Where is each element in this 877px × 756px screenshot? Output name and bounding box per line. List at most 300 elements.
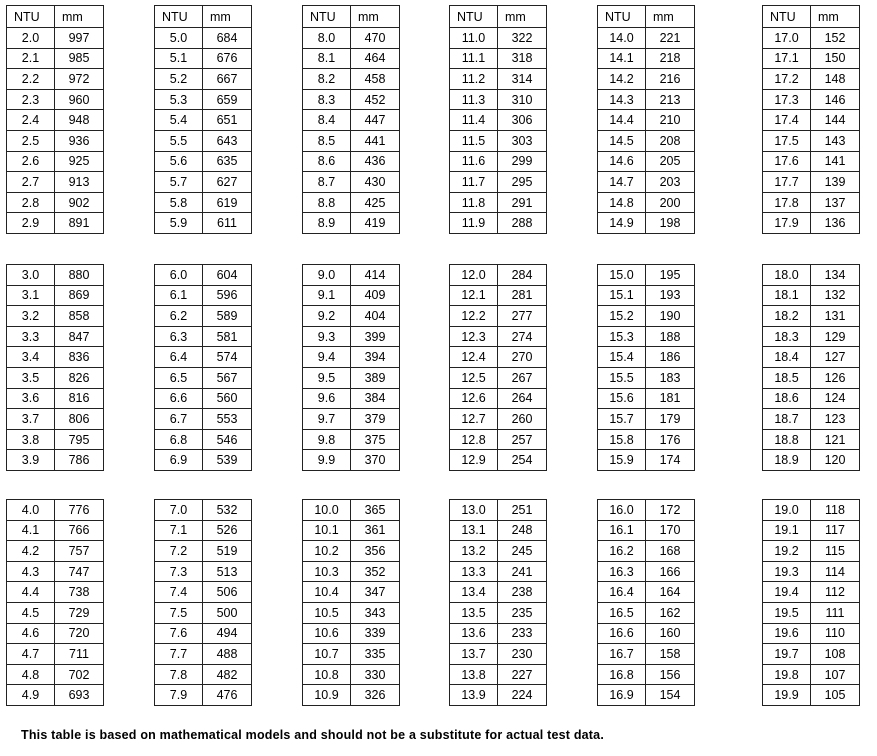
- ntu-table-col2-group3: [154, 499, 252, 706]
- mm-value: 186: [646, 347, 695, 368]
- mm-value: 902: [55, 192, 104, 213]
- table-row: [598, 213, 695, 234]
- mm-value: 110: [811, 623, 860, 644]
- ntu-value: 15.8: [598, 429, 646, 450]
- mm-value: 281: [498, 285, 547, 306]
- mm-value: 117: [811, 520, 860, 541]
- ntu-value: 11.3: [450, 89, 498, 110]
- mm-value: 170: [646, 520, 695, 541]
- mm-value: 264: [498, 388, 547, 409]
- mm-value: 441: [351, 130, 400, 151]
- table-row: [303, 520, 400, 541]
- ntu-value: 11.9: [450, 213, 498, 234]
- ntu-value: 5.2: [155, 69, 203, 90]
- ntu-value: 14.9: [598, 213, 646, 234]
- table-row: [7, 429, 104, 450]
- mm-value: 651: [203, 110, 252, 131]
- mm-value: 526: [203, 520, 252, 541]
- ntu-value: 17.3: [763, 89, 811, 110]
- table-row: [763, 89, 860, 110]
- ntu-value: 2.2: [7, 69, 55, 90]
- table-row: [155, 602, 252, 623]
- table-row: [155, 429, 252, 450]
- mm-value: 227: [498, 664, 547, 685]
- mm-value: 604: [203, 265, 252, 286]
- table-row: [303, 110, 400, 131]
- mm-value: 352: [351, 561, 400, 582]
- ntu-value: 9.3: [303, 326, 351, 347]
- mm-value: 409: [351, 285, 400, 306]
- table-row: [303, 367, 400, 388]
- mm-value: 160: [646, 623, 695, 644]
- mm-value: 233: [498, 623, 547, 644]
- ntu-value: 6.7: [155, 409, 203, 430]
- table-row: [155, 265, 252, 286]
- mm-header: mm: [55, 6, 104, 28]
- table-row: [450, 192, 547, 213]
- ntu-value: 18.2: [763, 306, 811, 327]
- table-row: [763, 388, 860, 409]
- mm-value: 414: [351, 265, 400, 286]
- ntu-value: 12.8: [450, 429, 498, 450]
- ntu-value: 9.1: [303, 285, 351, 306]
- ntu-value: 15.0: [598, 265, 646, 286]
- table-row: [598, 388, 695, 409]
- mm-value: 111: [811, 602, 860, 623]
- ntu-value: 17.8: [763, 192, 811, 213]
- mm-value: 181: [646, 388, 695, 409]
- mm-value: 738: [55, 582, 104, 603]
- table-row: [155, 541, 252, 562]
- table-row: [155, 89, 252, 110]
- table-row: [763, 623, 860, 644]
- table-row: [763, 541, 860, 562]
- table-row: [450, 685, 547, 706]
- table-row: [7, 192, 104, 213]
- mm-value: 816: [55, 388, 104, 409]
- ntu-value: 8.3: [303, 89, 351, 110]
- ntu-value: 17.1: [763, 48, 811, 69]
- ntu-value: 6.0: [155, 265, 203, 286]
- mm-header: mm: [351, 6, 400, 28]
- table-row: [598, 561, 695, 582]
- mm-value: 847: [55, 326, 104, 347]
- table-row: [7, 110, 104, 131]
- ntu-value: 10.3: [303, 561, 351, 582]
- table-row: [598, 28, 695, 49]
- table-row: [450, 582, 547, 603]
- mm-value: 203: [646, 172, 695, 193]
- mm-value: 260: [498, 409, 547, 430]
- ntu-value: 13.8: [450, 664, 498, 685]
- table-row: [7, 685, 104, 706]
- mm-value: 836: [55, 347, 104, 368]
- mm-value: 589: [203, 306, 252, 327]
- mm-value: 134: [811, 265, 860, 286]
- table-row: [155, 520, 252, 541]
- mm-value: 627: [203, 172, 252, 193]
- table-row: [303, 285, 400, 306]
- mm-value: 532: [203, 500, 252, 521]
- mm-value: 230: [498, 644, 547, 665]
- table-row: [598, 450, 695, 471]
- table-row: [303, 685, 400, 706]
- mm-value: 148: [811, 69, 860, 90]
- mm-value: 389: [351, 367, 400, 388]
- ntu-table-col5-group2: [597, 264, 695, 471]
- ntu-value: 3.0: [7, 265, 55, 286]
- ntu-value: 6.8: [155, 429, 203, 450]
- ntu-value: 6.9: [155, 450, 203, 471]
- table-row: [155, 664, 252, 685]
- ntu-value: 13.4: [450, 582, 498, 603]
- mm-value: 399: [351, 326, 400, 347]
- table-row: [7, 450, 104, 471]
- table-row: [763, 367, 860, 388]
- table-row: [7, 213, 104, 234]
- mm-value: 114: [811, 561, 860, 582]
- mm-value: 596: [203, 285, 252, 306]
- table-row: [598, 172, 695, 193]
- ntu-value: 19.9: [763, 685, 811, 706]
- table-row: [598, 582, 695, 603]
- table-row: [763, 213, 860, 234]
- table-row: [303, 265, 400, 286]
- mm-value: 404: [351, 306, 400, 327]
- table-row: [450, 89, 547, 110]
- table-row: [7, 89, 104, 110]
- ntu-value: 4.7: [7, 644, 55, 665]
- mm-value: 120: [811, 450, 860, 471]
- ntu-value: 18.8: [763, 429, 811, 450]
- ntu-value: 7.9: [155, 685, 203, 706]
- table-row: [7, 561, 104, 582]
- table-row: [763, 561, 860, 582]
- table-row: [763, 582, 860, 603]
- table-row: [598, 285, 695, 306]
- table-row: [7, 306, 104, 327]
- ntu-value: 18.6: [763, 388, 811, 409]
- mm-value: 795: [55, 429, 104, 450]
- mm-value: 115: [811, 541, 860, 562]
- table-row: [763, 28, 860, 49]
- ntu-value: 8.7: [303, 172, 351, 193]
- ntu-header: NTU: [155, 6, 203, 28]
- ntu-value: 2.0: [7, 28, 55, 49]
- mm-value: 869: [55, 285, 104, 306]
- ntu-value: 14.3: [598, 89, 646, 110]
- table-row: [450, 69, 547, 90]
- mm-value: 539: [203, 450, 252, 471]
- ntu-table-col3-group3: [302, 499, 400, 706]
- ntu-value: 13.3: [450, 561, 498, 582]
- mm-value: 343: [351, 602, 400, 623]
- ntu-value: 6.3: [155, 326, 203, 347]
- mm-value: 506: [203, 582, 252, 603]
- ntu-value: 18.3: [763, 326, 811, 347]
- table-row: [303, 388, 400, 409]
- ntu-value: 15.6: [598, 388, 646, 409]
- mm-header: mm: [498, 6, 547, 28]
- ntu-value: 9.8: [303, 429, 351, 450]
- ntu-value: 16.6: [598, 623, 646, 644]
- ntu-value: 15.9: [598, 450, 646, 471]
- mm-value: 137: [811, 192, 860, 213]
- table-row: [598, 306, 695, 327]
- mm-value: 684: [203, 28, 252, 49]
- mm-value: 176: [646, 429, 695, 450]
- mm-value: 826: [55, 367, 104, 388]
- ntu-value: 3.4: [7, 347, 55, 368]
- ntu-header: NTU: [450, 6, 498, 28]
- mm-value: 213: [646, 89, 695, 110]
- table-row: [7, 520, 104, 541]
- ntu-table-col5-group3: [597, 499, 695, 706]
- table-row: [303, 28, 400, 49]
- mm-value: 702: [55, 664, 104, 685]
- mm-value: 913: [55, 172, 104, 193]
- mm-value: 960: [55, 89, 104, 110]
- ntu-value: 14.8: [598, 192, 646, 213]
- ntu-value: 17.2: [763, 69, 811, 90]
- mm-value: 619: [203, 192, 252, 213]
- ntu-value: 17.7: [763, 172, 811, 193]
- ntu-value: 16.9: [598, 685, 646, 706]
- table-row: [155, 644, 252, 665]
- table-row: [598, 151, 695, 172]
- table-row: [155, 685, 252, 706]
- mm-value: 274: [498, 326, 547, 347]
- ntu-value: 13.2: [450, 541, 498, 562]
- ntu-value: 4.0: [7, 500, 55, 521]
- mm-value: 168: [646, 541, 695, 562]
- table-row: [303, 602, 400, 623]
- mm-value: 132: [811, 285, 860, 306]
- mm-value: 310: [498, 89, 547, 110]
- table-row: [303, 644, 400, 665]
- table-row: [598, 367, 695, 388]
- mm-value: 205: [646, 151, 695, 172]
- table-row: [7, 326, 104, 347]
- mm-value: 729: [55, 602, 104, 623]
- ntu-value: 17.4: [763, 110, 811, 131]
- table-row: [450, 285, 547, 306]
- mm-value: 299: [498, 151, 547, 172]
- ntu-value: 17.6: [763, 151, 811, 172]
- table-row: [303, 347, 400, 368]
- header-row: [303, 6, 400, 28]
- mm-value: 235: [498, 602, 547, 623]
- table-row: [7, 644, 104, 665]
- ntu-value: 7.2: [155, 541, 203, 562]
- table-row: [7, 285, 104, 306]
- table-row: [450, 450, 547, 471]
- mm-value: 141: [811, 151, 860, 172]
- table-row: [598, 623, 695, 644]
- table-row: [763, 326, 860, 347]
- mm-value: 144: [811, 110, 860, 131]
- ntu-value: 5.1: [155, 48, 203, 69]
- ntu-value: 16.2: [598, 541, 646, 562]
- table-row: [155, 582, 252, 603]
- ntu-value: 7.8: [155, 664, 203, 685]
- ntu-value: 18.0: [763, 265, 811, 286]
- mm-value: 179: [646, 409, 695, 430]
- ntu-value: 19.5: [763, 602, 811, 623]
- ntu-value: 12.9: [450, 450, 498, 471]
- header-row: [7, 6, 104, 28]
- ntu-value: 5.4: [155, 110, 203, 131]
- ntu-value: 7.4: [155, 582, 203, 603]
- table-row: [450, 306, 547, 327]
- table-row: [450, 172, 547, 193]
- mm-value: 676: [203, 48, 252, 69]
- mm-value: 291: [498, 192, 547, 213]
- ntu-value: 9.0: [303, 265, 351, 286]
- ntu-value: 7.3: [155, 561, 203, 582]
- ntu-value: 12.4: [450, 347, 498, 368]
- ntu-value: 15.2: [598, 306, 646, 327]
- mm-value: 560: [203, 388, 252, 409]
- ntu-value: 14.4: [598, 110, 646, 131]
- ntu-value: 6.5: [155, 367, 203, 388]
- ntu-value: 9.4: [303, 347, 351, 368]
- mm-value: 156: [646, 664, 695, 685]
- table-row: [598, 664, 695, 685]
- ntu-value: 2.1: [7, 48, 55, 69]
- table-row: [303, 69, 400, 90]
- table-row: [303, 582, 400, 603]
- ntu-value: 15.1: [598, 285, 646, 306]
- ntu-value: 4.9: [7, 685, 55, 706]
- table-row: [763, 664, 860, 685]
- ntu-value: 12.7: [450, 409, 498, 430]
- mm-value: 925: [55, 151, 104, 172]
- ntu-value: 5.8: [155, 192, 203, 213]
- ntu-value: 16.1: [598, 520, 646, 541]
- table-row: [303, 623, 400, 644]
- ntu-value: 14.6: [598, 151, 646, 172]
- table-row: [763, 602, 860, 623]
- mm-value: 375: [351, 429, 400, 450]
- table-row: [303, 172, 400, 193]
- mm-value: 766: [55, 520, 104, 541]
- mm-value: 123: [811, 409, 860, 430]
- mm-value: 251: [498, 500, 547, 521]
- ntu-value: 5.3: [155, 89, 203, 110]
- ntu-value: 5.9: [155, 213, 203, 234]
- ntu-table-col3-group2: [302, 264, 400, 471]
- mm-value: 711: [55, 644, 104, 665]
- ntu-table-col1-group3: [6, 499, 104, 706]
- mm-value: 200: [646, 192, 695, 213]
- ntu-value: 15.7: [598, 409, 646, 430]
- table-row: [763, 450, 860, 471]
- ntu-table-col6-group3: [762, 499, 860, 706]
- ntu-value: 13.5: [450, 602, 498, 623]
- table-row: [7, 623, 104, 644]
- ntu-value: 7.0: [155, 500, 203, 521]
- mm-value: 164: [646, 582, 695, 603]
- ntu-value: 3.9: [7, 450, 55, 471]
- table-row: [763, 429, 860, 450]
- table-row: [763, 151, 860, 172]
- table-row: [763, 130, 860, 151]
- ntu-value: 18.1: [763, 285, 811, 306]
- ntu-value: 11.5: [450, 130, 498, 151]
- ntu-value: 4.4: [7, 582, 55, 603]
- ntu-table-col2-group1: [154, 5, 252, 234]
- mm-value: 476: [203, 685, 252, 706]
- mm-value: 659: [203, 89, 252, 110]
- table-row: [450, 213, 547, 234]
- ntu-value: 18.4: [763, 347, 811, 368]
- ntu-value: 9.7: [303, 409, 351, 430]
- table-row: [155, 28, 252, 49]
- mm-value: 245: [498, 541, 547, 562]
- mm-value: 430: [351, 172, 400, 193]
- ntu-value: 3.5: [7, 367, 55, 388]
- ntu-value: 4.2: [7, 541, 55, 562]
- table-row: [7, 28, 104, 49]
- mm-value: 776: [55, 500, 104, 521]
- ntu-value: 12.6: [450, 388, 498, 409]
- mm-value: 121: [811, 429, 860, 450]
- ntu-value: 13.1: [450, 520, 498, 541]
- table-row: [763, 285, 860, 306]
- table-row: [763, 48, 860, 69]
- disclaimer-footnote: This table is based on mathematical models and should not be a substitute for actual test data.: [21, 728, 604, 742]
- table-row: [450, 388, 547, 409]
- ntu-value: 5.5: [155, 130, 203, 151]
- ntu-value: 8.6: [303, 151, 351, 172]
- ntu-value: 18.7: [763, 409, 811, 430]
- ntu-value: 13.9: [450, 685, 498, 706]
- table-row: [303, 151, 400, 172]
- table-row: [303, 326, 400, 347]
- table-row: [155, 172, 252, 193]
- table-row: [598, 409, 695, 430]
- ntu-value: 10.7: [303, 644, 351, 665]
- mm-value: 972: [55, 69, 104, 90]
- mm-value: 146: [811, 89, 860, 110]
- table-row: [450, 347, 547, 368]
- table-row: [303, 409, 400, 430]
- ntu-value: 19.7: [763, 644, 811, 665]
- ntu-value: 15.3: [598, 326, 646, 347]
- table-row: [7, 582, 104, 603]
- ntu-value: 8.9: [303, 213, 351, 234]
- mm-value: 997: [55, 28, 104, 49]
- table-row: [155, 347, 252, 368]
- ntu-value: 5.6: [155, 151, 203, 172]
- mm-value: 574: [203, 347, 252, 368]
- table-row: [763, 192, 860, 213]
- ntu-value: 14.7: [598, 172, 646, 193]
- mm-value: 335: [351, 644, 400, 665]
- ntu-table-col6-group2: [762, 264, 860, 471]
- mm-value: 108: [811, 644, 860, 665]
- table-row: [303, 541, 400, 562]
- mm-value: 394: [351, 347, 400, 368]
- mm-value: 553: [203, 409, 252, 430]
- table-row: [303, 213, 400, 234]
- ntu-value: 11.6: [450, 151, 498, 172]
- mm-header: mm: [203, 6, 252, 28]
- table-row: [155, 69, 252, 90]
- ntu-value: 7.1: [155, 520, 203, 541]
- ntu-value: 8.2: [303, 69, 351, 90]
